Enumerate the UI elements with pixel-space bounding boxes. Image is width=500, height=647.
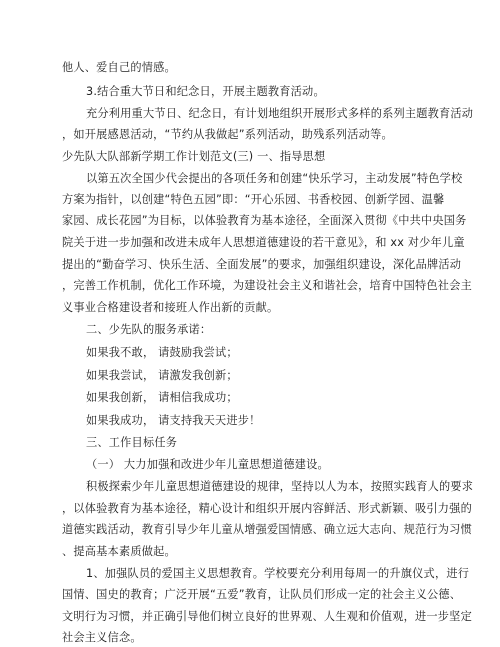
section-heading: 二、少先队的服务承诺： <box>86 323 212 336</box>
promise-line: 如果我尝试， 请激发我创新； <box>86 369 238 382</box>
text-line: 义事业合格建设者和接班人作出新的贡献。 <box>62 301 279 314</box>
text-line: 院关于进一步加强和改进未成年人思想道德建设的若干意见》，和 xx 对少年儿童 <box>62 236 465 249</box>
text-line: 3.结合重大节日和纪念日，开展主题教育活动。 <box>86 85 325 98</box>
text-line: 文明行为习惯，并正确引导他们树立良好的世界观、人生观和价值观，进一步坚定 <box>62 610 472 623</box>
text-line: 方案为指针，以创建“特色五园”即：“开心乐园、书香校园、创新学园、温馨 <box>62 193 445 206</box>
text-line: 提出的“勤奋学习、快乐生活、全面发展”的要求，加强组织建设，深化品牌活动 <box>62 258 462 271</box>
subsection-heading: （一） 大力加强和改进少年儿童思想道德建设。 <box>86 458 329 471</box>
text-line: ，如开展感恩活动，“节约从我做起”系列活动，助残系列活动等。 <box>62 128 393 141</box>
text-line: 家园、成长花园”为目标，以体验教育为基本途径，全面深入贯彻《中共中央国务 <box>62 214 467 227</box>
text-line: 社会主义信念。 <box>62 631 142 644</box>
text-line: 1、加强队员的爱国主义思想教育。学校要充分利用每周一的升旗仪式，进行 <box>86 567 470 580</box>
text-line: 、提高基本素质做起。 <box>62 545 176 558</box>
promise-line: 如果我创新， 请相信我成功； <box>86 391 238 404</box>
text-line: 他人、爱自己的情感。 <box>62 61 176 74</box>
promise-line: 如果我成功， 请支持我天天进步！ <box>86 414 261 427</box>
text-line: 积极探索少年儿童思想道德建设的规律，坚持以人为本，按照实践育人的要求 <box>86 480 474 493</box>
section-heading: 三、工作目标任务 <box>86 436 178 449</box>
promise-line: 如果我不敢， 请鼓励我尝试； <box>86 346 238 359</box>
text-line: 国情、国史的教育；广泛开展“五爱”教育，让队员们形成一定的社会主义公德、 <box>62 588 462 601</box>
section-heading: 少先队大队部新学期工作计划范文(三) 一、指导思想 <box>62 150 326 163</box>
text-line: 充分利用重大节日、纪念日，有计划地组织开展形式多样的系列主题教育活动 <box>86 107 474 120</box>
text-line: ，以体验教育为基本途径，精心设计和组织开展内容鲜活、形式新颖、吸引力强的 <box>62 502 472 515</box>
text-line: ，完善工作机制，优化工作环境，为建设社会主义和谐社会，培育中国特色社会主 <box>62 279 472 292</box>
text-line: 以第五次全国少代会提出的各项任务和创建“快乐学习，主动发展”特色学校 <box>86 172 463 185</box>
text-line: 道德实践活动，教育引导少年儿童从增强爱国情感、确立远大志向、规范行为习惯 <box>62 523 472 536</box>
